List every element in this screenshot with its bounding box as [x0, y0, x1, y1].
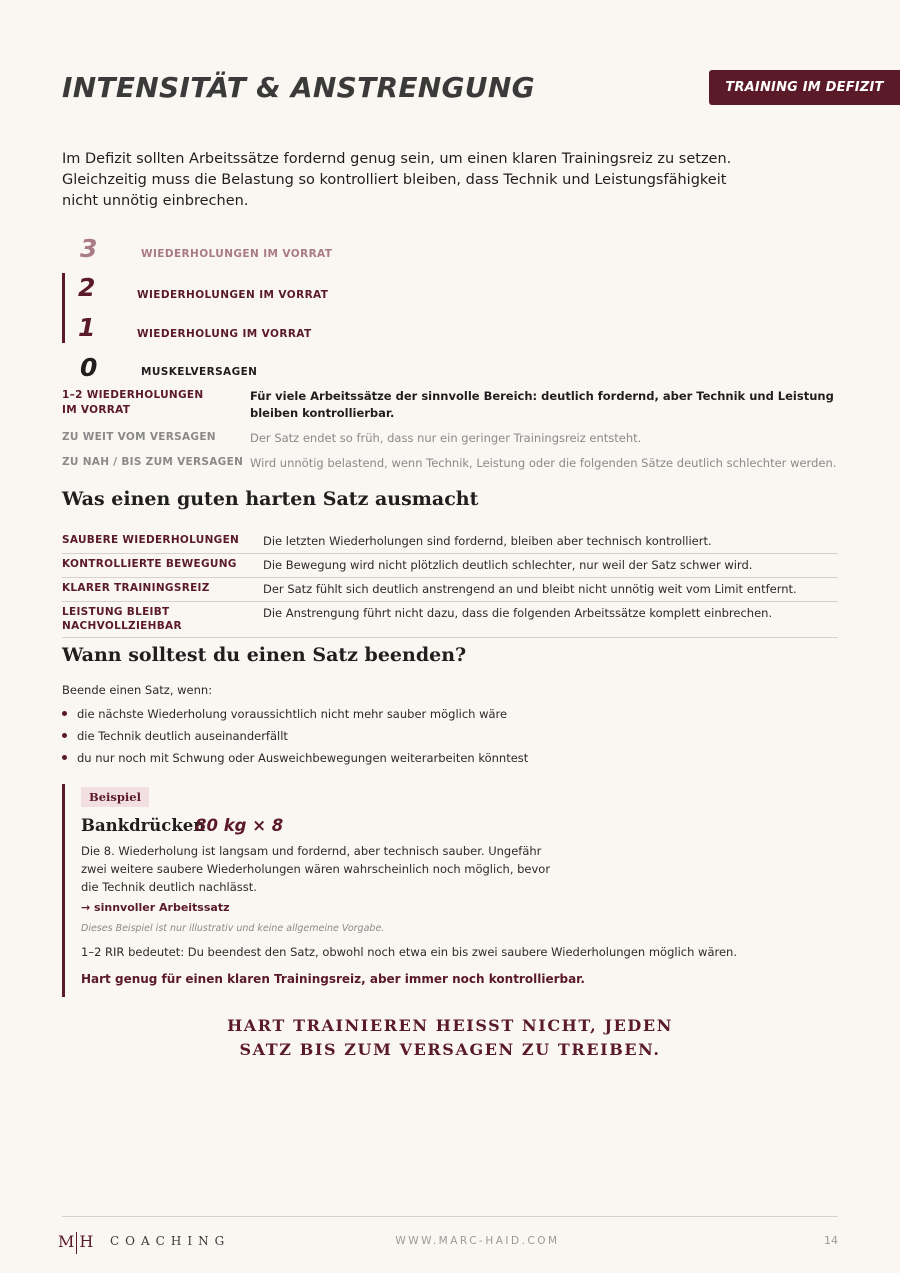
example-result: → sinnvoller Arbeitssatz [81, 901, 230, 914]
section-heading-end-set: Wann solltest du einen Satz beenden? [62, 644, 467, 666]
rir-explanation-table [62, 388, 838, 472]
rir-label-0: MUSKELVERSAGEN [141, 366, 258, 378]
row-key: KLARER TRAININGSREIZ [62, 582, 210, 594]
rir-label-1: WIEDERHOLUNG IM VORRAT [137, 328, 312, 340]
example-load: 80 kg × 8 [195, 816, 284, 835]
rir-table-value: Für viele Arbeitssätze der sinnvolle Bereich: deutlich fordernd, aber Technik und Leistung bleiben kontrollierbar. [250, 389, 834, 420]
rir-table-key: 1–2 WIEDERHOLUNGEN IM VORRAT [62, 389, 204, 416]
list-item [62, 747, 528, 769]
rir-scale-highlight-bar [62, 273, 65, 343]
example-description: Die 8. Wiederholung ist langsam und fordernd, aber technisch sauber. Ungefähr zwei weitere saubere Wiederholungen wären wahrscheinlich noch möglich, bevor die Technik deutlich nachlässt. [81, 844, 551, 894]
example-box [62, 784, 765, 997]
rir-table-key: ZU NAH / BIS ZUM VERSAGEN [62, 456, 244, 468]
list-item-text: die nächste Wiederholung voraussichtlich nicht mehr sauber möglich wäre [77, 707, 508, 721]
end-set-lead: Beende einen Satz, wenn: [62, 683, 213, 697]
section-badge: TRAINING IM DEFIZIT [709, 70, 900, 105]
bullet-icon [62, 733, 67, 738]
table-row [62, 530, 838, 554]
row-value: Die Bewegung wird nicht plötzlich deutlich schlechter, nur weil der Satz schwer wird. [263, 558, 753, 572]
table-row [62, 602, 838, 638]
example-note: Dieses Beispiel ist nur illustrativ und keine allgemeine Vorgabe. [81, 923, 385, 934]
list-item-text: du nur noch mit Schwung oder Ausweichbewegungen weiterarbeiten könntest [77, 751, 529, 765]
brand-logo [58, 1229, 93, 1255]
rir-table-value: Wird unnötig belastend, wenn Technik, Leistung oder die folgenden Sätze deutlich schlechter werden. [250, 456, 837, 470]
rir-table-key: ZU WEIT VOM VERSAGEN [62, 431, 216, 443]
rir-label-2: WIEDERHOLUNGEN IM VORRAT [137, 289, 329, 301]
rir-number-1: 1 [78, 313, 96, 342]
example-rir-explanation: 1–2 RIR bedeutet: Du beendest den Satz, obwohl noch etwa ein bis zwei saubere Wiederholungen möglich wären. [81, 945, 737, 959]
page-number: 14 [824, 1234, 838, 1247]
bullet-icon [62, 755, 67, 760]
row-value: Die letzten Wiederholungen sind fordernd, bleiben aber technisch kontrolliert. [263, 534, 712, 548]
rir-table-row [62, 430, 838, 447]
logo-letter-h: H [79, 1232, 94, 1251]
rir-table-value: Der Satz endet so früh, dass nur ein geringer Trainingsreiz entsteht. [250, 431, 642, 445]
example-exercise: Bankdrücken [81, 816, 206, 835]
footer-url: WWW.MARC-HAID.COM [395, 1235, 560, 1247]
logo-separator [76, 1232, 77, 1254]
bullet-icon [62, 711, 67, 716]
example-summary: Hart genug für einen klaren Trainingsreiz, aber immer noch kontrollierbar. [81, 972, 585, 986]
brand-name: COACHING [110, 1234, 231, 1248]
table-row [62, 578, 838, 602]
intro-paragraph: Im Defizit sollten Arbeitssätze fordernd genug sein, um einen klaren Trainingsreiz zu setzen. Gleichzeitig muss die Belastung so kontrolliert bleiben, dass Technik und Leistungsfähigkeit nicht unnötig einbrechen. [62, 151, 732, 209]
row-key: LEISTUNG BLEIBT NACHVOLLZIEHBAR [62, 606, 182, 632]
row-value: Die Anstrengung führt nicht dazu, dass die folgenden Arbeitssätze komplett einbrechen. [263, 606, 773, 620]
footer-divider [62, 1216, 838, 1217]
good-set-table [62, 530, 838, 638]
logo-letter-m: M [58, 1232, 75, 1251]
closing-quote: HART TRAINIEREN HEISST NICHT, JEDEN SATZ BIS ZUM VERSAGEN ZU TREIBEN. [227, 1016, 673, 1059]
rir-number-0: 0 [80, 353, 98, 382]
row-value: Der Satz fühlt sich deutlich anstrengend an und bleibt nicht unnötig weit vom Limit entfernt. [263, 582, 797, 596]
rir-number-2: 2 [78, 273, 96, 302]
end-set-list [62, 703, 528, 769]
rir-label-3: WIEDERHOLUNGEN IM VORRAT [141, 248, 333, 260]
rir-number-3: 3 [80, 234, 98, 263]
example-tag: Beispiel [81, 787, 149, 807]
rir-table-row [62, 388, 838, 422]
row-key: SAUBERE WIEDERHOLUNGEN [62, 534, 240, 546]
row-key: KONTROLLIERTE BEWEGUNG [62, 558, 237, 570]
section-heading-good-set: Was einen guten harten Satz ausmacht [62, 488, 479, 510]
list-item-text: die Technik deutlich auseinanderfällt [77, 729, 288, 743]
list-item [62, 725, 528, 747]
rir-table-row [62, 455, 838, 472]
list-item [62, 703, 528, 725]
page-title: INTENSITÄT & ANSTRENGUNG [62, 71, 535, 104]
table-row [62, 554, 838, 578]
